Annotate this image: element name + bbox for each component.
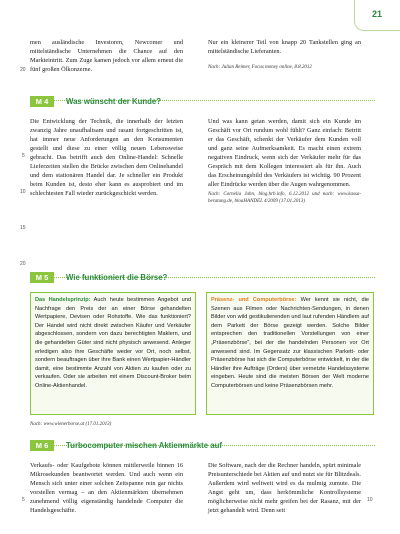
praesenzboerse-text (211, 296, 369, 391)
m4-right-text-block (208, 117, 361, 205)
page-number: 21 (372, 9, 383, 19)
section-title-m6: Turbocomputer mischen Aktienmärkte auf (66, 441, 222, 450)
handelsprinzip-box (30, 292, 196, 415)
line-number: 15 (20, 225, 26, 231)
page-corner (354, 0, 400, 31)
m6-right-text-block (208, 461, 361, 515)
m6-left-text-block (30, 461, 183, 515)
praesenzboerse-box (206, 292, 374, 415)
top-right-text-block (208, 38, 361, 71)
handelsprinzip-title: Das Handelsprinzip: (35, 297, 91, 303)
line-number: 20 (20, 67, 26, 73)
m5-source: Nach: www.wienerborse.at (17.01.2013) (30, 422, 112, 427)
line-number: 10 (20, 189, 26, 195)
section-title-m4: Was wünscht der Kunde? (66, 97, 162, 106)
m4-left-text-block (30, 117, 183, 198)
line-number: 10 (367, 497, 373, 503)
line-number: 20 (20, 261, 26, 267)
m6-right-paragraph: Die Software, nach der die Rechner handeln, spürt minimale Preisunterschiede bei Aktien auf und nutzt sie für Blitzdeals. Außerdem wird weltweit wird es da mulmig zumute. Die Angst geht um, dass herkömmliche Kontrollsysteme möglicherweise nicht mehr greifen bei der Rasanz, mit der jetzt gehandelt wird. Denn seit (208, 462, 361, 514)
line-number: 5 (22, 497, 25, 503)
section-title-m5: Wie funktioniert die Börse? (66, 273, 168, 282)
section-tag-m5: M 5 (30, 272, 54, 283)
section-tag-m6: M 6 (30, 440, 54, 451)
handelsprinzip-body: Auch heute bestimmen Angebot und Nachfrage den Preis der an einer Börse gehandelten Wertpapiere, Devisen oder Rohstoffe. Wie das funktioniert? Der Handel wird nicht direkt zwischen Käufer und Verkäufer abgeschlossen, sondern von dazu berechtigten Maklern, und die gehandelten Güter sind nicht physisch anwesend. Anleger erledigen also ihre Geschäfte weder vor Ort, noch selbst, sondern beauftragen über ihre Bank einen Wertpapier-Händler damit, eine bestimmte Anzahl von Aktien zu kaufen oder zu verkaufen. Oder sie arbeiten mit einem Discount-Broker beim Online-Aktienhandel. (35, 297, 191, 389)
m4-right-paragraph: Und was kann getan werden, damit sich ein Kunde im Geschäft vor Ort rundum wohl fühlt? Ganz einfach: Betritt er das Geschäft, schenkt der Verkäufer dem Kunden voll und ganz seine Aufmerksamkeit. Es macht einen extrem negativen Eindruck, wenn sich der Verkäufer mehr für das Gespräch mit dem Kollegen interessiert als für ihn. Auch das Erscheinungsbild des Verkäufers ist wichtig. 90 Prozent aller Eindrücke werden über die Augen wahrgenommen. (208, 118, 361, 188)
top-right-paragraph: Nur ein kleinerer Teil von knapp 20 Tankstellen ging an mittelständische Lieferanten. (208, 39, 361, 55)
section-tag-m4: M 4 (30, 96, 54, 107)
praesenzboerse-body: Wer kennt sie nicht, die Szenen aus Filmen oder Nachrichten-Sendungen, in denen Bilder von wild gestikulierenden und laut rufenden Händlern auf dem Parkett der Börse gezeigt werden. Solche Bilder entsprechen den traditionellen Vorstellungen von einer „Präsenzbörse“, bei der die handelnden Personen vor Ort anwesend sind. Im Gegensatz zur klassischen Parkett- oder Präsenzbörse hat sich die Computerbörse entwickelt, in der die Händler ihre Aufträge (Orders) über vernetzte Handelssysteme eingeben. Heute sind die meisten Börsen der Welt moderne Computerbörsen und keine Präsenzbörsen mehr. (211, 297, 370, 389)
top-right-source: Nach: Julian Reimer, Focus money online, 8.8.2012 (208, 65, 312, 70)
m4-source: Nach: Cornelia Jahn, blog.hrb.info, 6.12.2012 und nach: www.kassa-beratung.de, bloaHANDEL 4/2009 (17.01.2013) (208, 192, 361, 204)
line-number: 5 (22, 153, 25, 159)
m6-left-paragraph: Verkaufs- oder Kaufgebote können mittlerweile binnen 16 Mikrosekunden beantwortet werden. Und auch wenn ein Mensch sich unter einer solchen Zeitspanne rein gar nichts vorstellen vermag – an den Aktienmärkten übernehmen zunehmend völlig eigenständig handelnde Computer die Handelsgeschäfte. (30, 462, 183, 514)
m4-left-paragraph: Die Entwicklung der Technik, die innerhalb der letzten zwanzig Jahre unaufhaltsam und rasant fortgeschritten ist, hat immer neue Anforderungen an den Konsumenten gestellt und diese zu einer völlig neuen Lebensweise gebracht. Das betrifft auch den Online-Handel: Schnelle Lieferzeiten stellen die Brücke zwischen dem Onlinehandel und dem stationären Handel dar. Je schneller ein Produkt beim Kunden ist, desto eher kann es ausprobiert und im schlechtesten Fall wieder zurückgeschickt werden. (30, 118, 183, 197)
top-left-paragraph: men ausländische Investoren, Newcomer und mittelständische Unternehmen die Chance auf den Markteintritt. Zum Zuge kamen jedoch vor allem erneut die fünf großen Ölkonzerne. (30, 39, 183, 73)
praesenzboerse-title: Präsenz- und Computerbörse: (211, 297, 297, 303)
top-left-text-block (30, 38, 183, 74)
handelsprinzip-text (35, 296, 191, 391)
